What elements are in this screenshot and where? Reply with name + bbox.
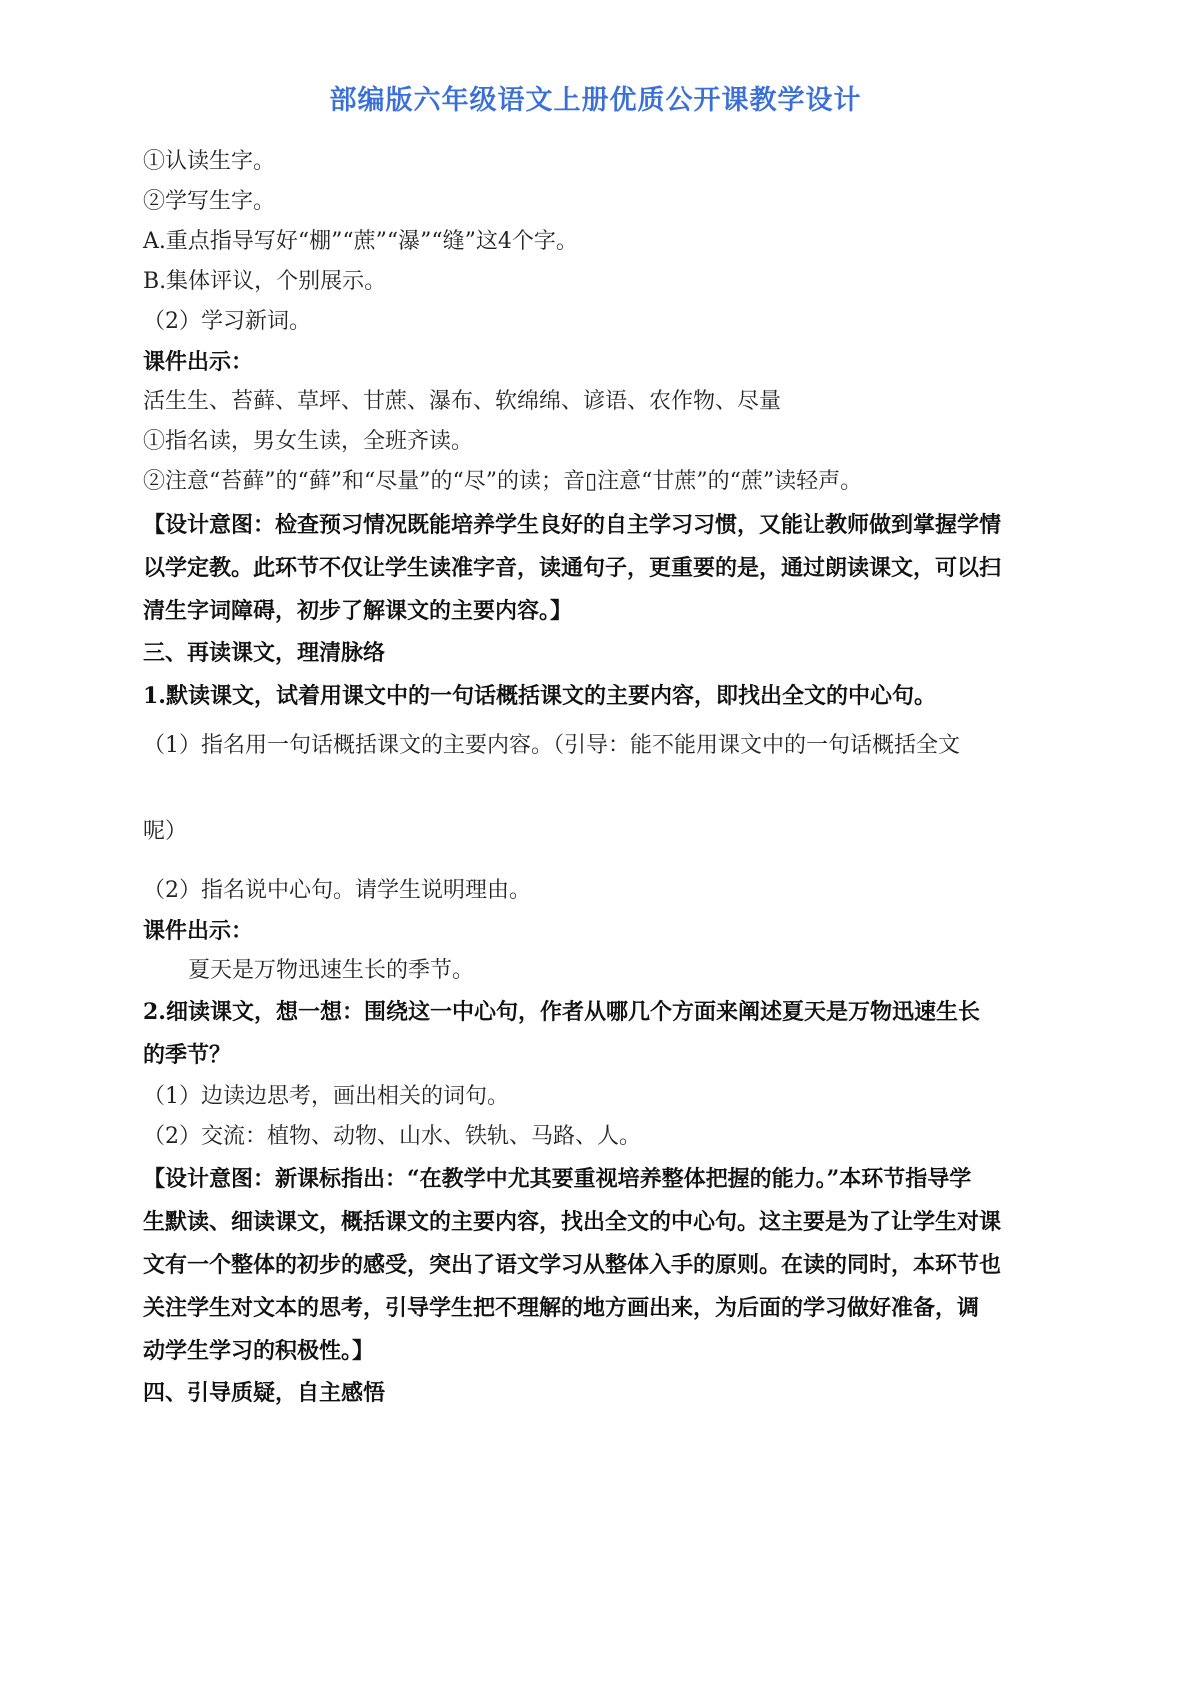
text-line: 呢） bbox=[143, 819, 188, 844]
design-intent-line: 关注学生对文本的思考，引导学生把不理解的地方画出来，为后面的学习做好准备，调 bbox=[143, 1295, 980, 1321]
text-line: （2）指名说中心句。请学生说明理由。 bbox=[143, 878, 531, 903]
step-heading: 2.细读课文，想一想：围绕这一中心句，作者从哪几个方面来阐述夏天是万物迅速生长 bbox=[143, 999, 980, 1025]
design-intent-line: 生默读、细读课文，概括课文的主要内容，找出全文的中心句。这主要是为了让学生对课 bbox=[143, 1209, 1002, 1235]
step-heading: 的季节？ bbox=[143, 1042, 232, 1068]
text-line: ②学写生字。 bbox=[143, 189, 276, 214]
text-line: （2）交流：植物、动物、山水、铁轨、马路、人。 bbox=[143, 1124, 641, 1149]
text-line: （2）学习新词。 bbox=[143, 309, 311, 334]
design-intent-line: 以学定教。此环节不仅让学生读准字音，读通句子，更重要的是，通过朗读课文，可以扫 bbox=[143, 555, 1002, 581]
courseware-heading: 课件出示： bbox=[143, 918, 254, 944]
text-line: （1）边读边思考，画出相关的词句。 bbox=[143, 1084, 509, 1109]
section-heading: 四、引导质疑，自主感悟 bbox=[143, 1380, 386, 1406]
text-line: ①指名读，男女生读，全班齐读。 bbox=[143, 429, 474, 454]
text-line: B.集体评议，个别展示。 bbox=[143, 269, 387, 294]
text-line: 活生生、苔藓、草坪、甘蔗、瀑布、软绵绵、谚语、农作物、尽量 bbox=[143, 389, 782, 414]
text-line: 夏天是万物迅速生长的季节。 bbox=[188, 958, 475, 983]
design-intent-line: 动学生学习的积极性。】 bbox=[143, 1338, 375, 1364]
design-intent-line: 【设计意图：检查预习情况既能培养学生良好的自主学习习惯，又能让教师做到掌握学情 bbox=[143, 512, 1002, 538]
text-line: ②注意“苔藓”的“藓”和“尽量”的“尽”的读；音▯注意“甘蔗”的“蔗”读轻声。 bbox=[143, 469, 863, 494]
text-line: ①认读生字。 bbox=[143, 149, 276, 174]
text-line: （1）指名用一句话概括课文的主要内容。（引导：能不能用课文中的一句话概括全文 bbox=[143, 733, 960, 758]
courseware-heading: 课件出示： bbox=[143, 349, 254, 375]
page-title: 部编版六年级语文上册优质公开课教学设计 bbox=[329, 85, 862, 116]
design-intent-line: 文有一个整体的初步的感受，突出了语文学习从整体入手的原则。在读的同时，本环节也 bbox=[143, 1252, 1002, 1278]
section-heading: 三、再读课文，理清脉络 bbox=[143, 640, 386, 666]
design-intent-line: 清生字词障碍，初步了解课文的主要内容。】 bbox=[143, 598, 573, 624]
text-line: A.重点指导写好“棚”“蔗”“瀑”“缝”这4个字。 bbox=[143, 229, 578, 254]
step-heading: 1.默读课文，试着用课文中的一句话概括课文的主要内容，即找出全文的中心句。 bbox=[143, 683, 936, 709]
design-intent-line: 【设计意图：新课标指出：“在教学中尤其要重视培养整体把握的能力。”本环节指导学 bbox=[143, 1166, 972, 1192]
